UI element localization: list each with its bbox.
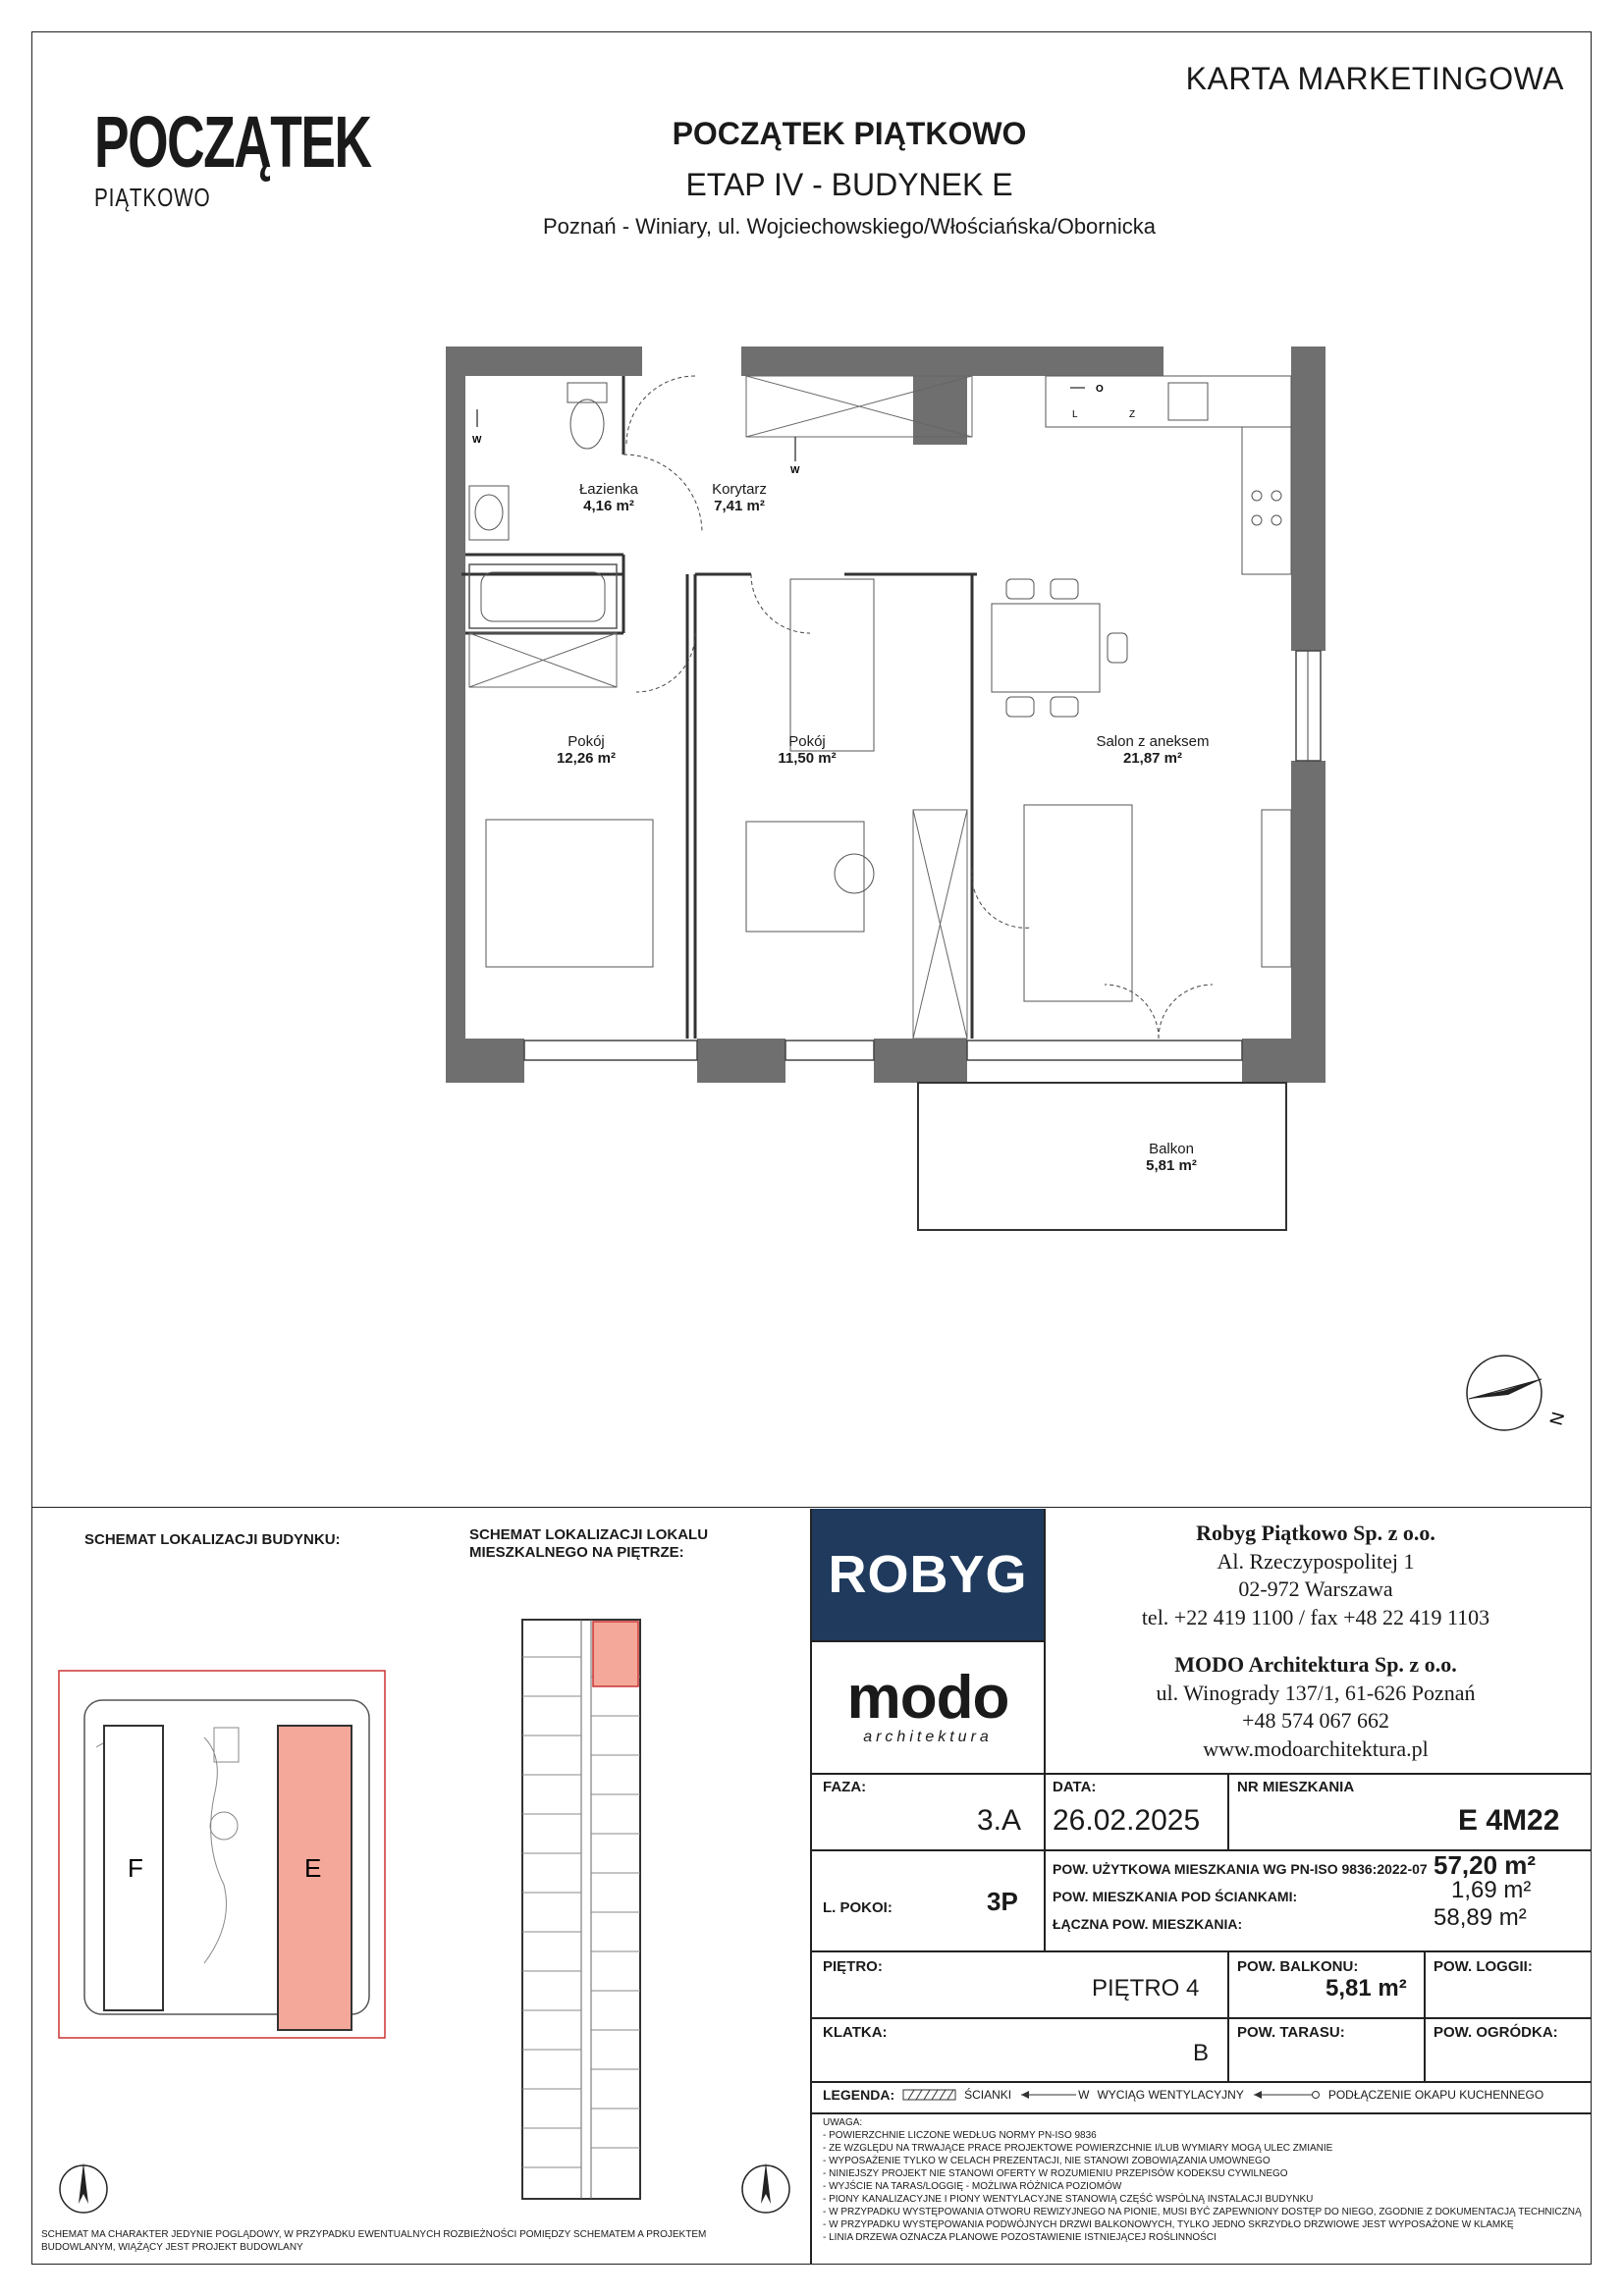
room-area: 11,50 m² [778, 750, 837, 768]
project-title: POCZĄTEK PIĄTKOWO [672, 116, 1027, 151]
legend-title: LEGENDA: [823, 2087, 895, 2103]
room-name: Korytarz [712, 481, 767, 498]
room-lazienka [550, 481, 668, 515]
taras-label: POW. TARASU: [1237, 2024, 1345, 2041]
pow-uzytkowa-label: POW. UŻYTKOWA MIESZKANIA WG PN-ISO 9836:2022-07 [1053, 1861, 1428, 1877]
room-name: Pokój [788, 733, 826, 750]
floor-plan [442, 339, 1345, 1252]
room-name: Pokój [568, 733, 605, 750]
compass-small-icon-2 [731, 2155, 800, 2223]
building-schema-title: SCHEMAT LOKALIZACJI BUDYNKU: [84, 1531, 341, 1548]
compass-small-icon [49, 2155, 118, 2223]
modo-phone: +48 574 067 662 [1242, 1708, 1389, 1734]
robyg-company-info [1051, 1520, 1581, 1631]
project-subtitle: ETAP IV - BUDYNEK E [685, 167, 1013, 202]
pow-sciankami-label: POW. MIESZKANIA POD ŚCIANKAMI: [1053, 1889, 1298, 1904]
modo-logo [812, 1640, 1044, 1773]
modo-logo-sub: architektura [863, 1728, 993, 1745]
robyg-name: Robyg Piątkowo Sp. z o.o. [1196, 1521, 1435, 1545]
building-location-schema [57, 1669, 391, 2042]
document-type: KARTA MARKETINGOWA [1185, 61, 1564, 96]
modo-address: ul. Winogrady 137/1, 61-626 Poznań [1156, 1680, 1476, 1705]
pietro-value: PIĘTRO 4 [1092, 1975, 1200, 2002]
vent-mark-hall: W [790, 465, 800, 476]
laczna-value: 58,89 m² [1434, 1904, 1527, 1931]
nr-mieszkania-value: E 4M22 [1458, 1804, 1560, 1837]
hood-mark: O [1096, 384, 1104, 395]
data-label: DATA: [1053, 1779, 1097, 1795]
balkon-label: POW. BALKONU: [1237, 1958, 1359, 1975]
note-item: - NINIEJSZY PROJEKT NIE STANOWI OFERTY W ROZUMIENIU PRZEPISÓW KODEKSU CYWILNEGO [823, 2168, 1288, 2179]
room-korytarz [680, 481, 798, 515]
faza-value: 3.A [977, 1804, 1022, 1837]
hatch-icon [902, 2089, 956, 2101]
notes-title: UWAGA: [823, 2117, 863, 2128]
modo-logo-text: modo [846, 1663, 1009, 1732]
north-label: N [1545, 1410, 1569, 1428]
logo-main-text: POCZĄTEK [94, 101, 371, 183]
pow-sciankami-value: 1,69 m² [1451, 1877, 1532, 1903]
hood-connection-icon [1252, 2090, 1321, 2100]
pietro-label: PIĘTRO: [823, 1958, 883, 1975]
pokoi-label: L. POKOI: [823, 1899, 893, 1916]
vent-mark-bath: W [472, 435, 482, 446]
robyg-logo: ROBYG [812, 1509, 1044, 1640]
note-item: - WYJŚCIE NA TARAS/LOGGIĘ - MOŻLIWA RÓŻNICA POZIOMÓW [823, 2181, 1122, 2192]
note-item: - POWIERZCHNIE LICZONE WEDŁUG NORMY PN-ISO 9836 [823, 2130, 1097, 2141]
robyg-address-2: 02-972 Warszawa [1238, 1576, 1393, 1602]
room-area: 7,41 m² [714, 498, 765, 515]
room-name: Salon z aneksem [1096, 733, 1210, 750]
modo-website: www.modoarchitektura.pl [1203, 1735, 1429, 1761]
fridge-mark: L [1072, 409, 1078, 420]
note-item: - LINIA DRZEWA OZNACZA PLANOWE POZOSTAWIENIE ISTNIEJĄCEJ ROŚLINNOŚCI [823, 2232, 1217, 2243]
room-area: 4,16 m² [583, 498, 634, 515]
modo-name: MODO Architektura Sp. z o.o. [1174, 1652, 1457, 1677]
faza-label: FAZA: [823, 1779, 867, 1795]
klatka-value: B [1193, 2040, 1210, 2066]
legend-w: W [1078, 2088, 1090, 2102]
data-value: 26.02.2025 [1053, 1804, 1201, 1837]
ogrodek-label: POW. OGRÓDKA: [1434, 2024, 1558, 2041]
project-address: Poznań - Winiary, ul. Wojciechowskiego/Włościańska/Obornicka [543, 214, 1156, 239]
building-f-label: F [128, 1853, 143, 1883]
compass-icon [1451, 1340, 1579, 1448]
logo-sub-text: PIĄTKOWO [94, 183, 211, 212]
note-item: - W PRZYPADKU WYSTĘPOWANIA PODWÓJNYCH DRZWI BALKONOWYCH, TYLKO JEDNO SKRZYDŁO DRZWIOWE JEST WYPOSAŻONE W KLAMKĘ [823, 2219, 1514, 2230]
legend [823, 2087, 1589, 2103]
floor-location-schema [514, 1618, 662, 2207]
pokoi-value: 3P [987, 1887, 1018, 1916]
bottom-divider [31, 1507, 1592, 1508]
note-item: - WYPOSAŻENIE TYLKO W CELACH PREZENTACJI, NIE STANOWI ZOBOWIĄZANIA UMOWNEGO [823, 2156, 1271, 2166]
room-area: 21,87 m² [1122, 750, 1183, 768]
klatka-label: KLATKA: [823, 2024, 888, 2041]
room-area: 12,26 m² [556, 750, 617, 768]
modo-company-info [1051, 1651, 1581, 1763]
note-item: - W PRZYPADKU WYSTĘPOWANIA OTWORU REWIZYJNEGO NA PIONIE, MUSI BYĆ ZAPEWNIONY DOSTĘP DO NIEGO, ZGODNIE Z DOKUMENTACJĄ TECHNICZNĄ [823, 2207, 1582, 2217]
loggia-label: POW. LOGGII: [1434, 1958, 1533, 1975]
vent-arrow-icon [1019, 2090, 1078, 2100]
sink-mark: Z [1129, 409, 1136, 420]
room-name: Łazienka [578, 481, 639, 498]
pow-uzytkowa-value: 57,20 m² [1434, 1850, 1537, 1880]
robyg-address-1: Al. Rzeczypospolitej 1 [1217, 1548, 1415, 1574]
room-balkon [1112, 1141, 1230, 1175]
room-pokoj-2 [748, 733, 866, 768]
floor-schema-title: SCHEMAT LOKALIZACJI LOKALU MIESZKALNEGO NA PIĘTRZE: [469, 1526, 709, 1561]
balkon-value: 5,81 m² [1325, 1975, 1407, 2002]
room-name: Balkon [1149, 1141, 1194, 1157]
room-salon [1074, 733, 1231, 768]
room-area: 5,81 m² [1146, 1157, 1197, 1175]
building-e-label: E [304, 1853, 322, 1883]
room-pokoj-1 [527, 733, 645, 768]
legend-vent: WYCIĄG WENTYLACYJNY [1097, 2088, 1244, 2102]
note-item: - ZE WZGLĘDU NA TRWAJĄCE PRACE PROJEKTOWE POWIERZCHNIE I/LUB WYMIARY MOGĄ ULEC ZMIANIE [823, 2143, 1333, 2154]
note-item: - PIONY KANALIZACYJNE I PIONY WENTYLACYJNE STANOWIĄ CZĘŚĆ WSPÓLNĄ INSTALACJI BUDYNKU [823, 2194, 1314, 2205]
legend-walls: ŚCIANKI [964, 2088, 1012, 2102]
notes [823, 2116, 1589, 2244]
laczna-label: ŁĄCZNA POW. MIESZKANIA: [1053, 1916, 1243, 1932]
schema-disclaimer: SCHEMAT MA CHARAKTER JEDYNIE POGLĄDOWY, W PRZYPADKU EWENTUALNYCH ROZBIEŻNOŚCI POMIĘDZY SCHEMATEM A PROJEKTEM BUDOWLANYM, WIĄŻĄCY JEST PROJEKT BUDOWLANY [41, 2229, 707, 2253]
robyg-phone: tel. +22 419 1100 / fax +48 22 419 1103 [1141, 1604, 1490, 1629]
legend-hood: PODŁĄCZENIE OKAPU KUCHENNEGO [1327, 2088, 1544, 2102]
nr-mieszkania-label: NR MIESZKANIA [1237, 1779, 1355, 1795]
